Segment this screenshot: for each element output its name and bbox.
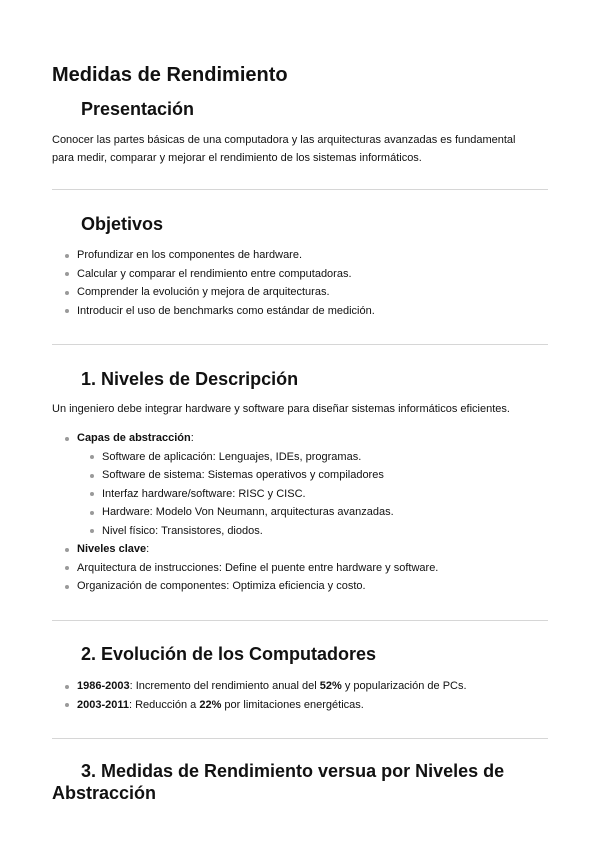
list-item: Introducir el uso de benchmarks como estándar de medición. bbox=[52, 302, 375, 321]
list-item: Nivel físico: Transistores, diodos. bbox=[52, 522, 438, 541]
list-item: Calcular y comparar el rendimiento entre computadoras. bbox=[52, 265, 375, 284]
niveles-list bbox=[52, 429, 438, 596]
list-item: Arquitectura de instrucciones: Define el puente entre hardware y software. bbox=[52, 559, 438, 578]
section-divider bbox=[52, 344, 548, 345]
presentacion-line-2: para medir, comparar y mejorar el rendimiento de los sistemas informáticos. bbox=[52, 152, 422, 164]
heading-evolucion: 2. Evolución de los Computadores bbox=[81, 644, 377, 664]
bullet-icon bbox=[65, 291, 69, 295]
bullet-icon bbox=[65, 566, 69, 570]
evolucion-list bbox=[52, 677, 467, 714]
bullet-icon bbox=[65, 585, 69, 589]
section-divider bbox=[52, 189, 548, 190]
page-title: Medidas de Rendimiento bbox=[52, 64, 288, 86]
list-item: Software de aplicación: Lenguajes, IDEs, programas. bbox=[52, 448, 438, 467]
presentacion-paragraph bbox=[52, 131, 552, 167]
heading-objetivos: Objetivos bbox=[81, 214, 164, 234]
objetivos-list bbox=[52, 246, 375, 320]
bullet-icon bbox=[65, 437, 69, 441]
list-item: Software de sistema: Sistemas operativos y compiladores bbox=[52, 466, 438, 485]
list-item: Comprender la evolución y mejora de arquitecturas. bbox=[52, 283, 375, 302]
heading-niveles: 1. Niveles de Descripción bbox=[81, 369, 299, 389]
list-item: Profundizar en los componentes de hardware. bbox=[52, 246, 375, 265]
list-item-clave: Niveles clave: bbox=[52, 540, 438, 559]
list-item: 1986-2003: Incremento del rendimiento anual del 52% y popularización de PCs. bbox=[52, 677, 467, 696]
bullet-icon bbox=[90, 492, 94, 496]
heading-medidas: 3. Medidas de Rendimiento versua por Niveles de Abstracción bbox=[52, 761, 505, 803]
niveles-intro: Un ingeniero debe integrar hardware y software para diseñar sistemas informáticos eficientes. bbox=[52, 403, 510, 415]
bullet-icon bbox=[65, 685, 69, 689]
bullet-icon bbox=[65, 272, 69, 276]
bullet-icon bbox=[90, 474, 94, 478]
bullet-icon bbox=[90, 455, 94, 459]
list-item: Hardware: Modelo Von Neumann, arquitecturas avanzadas. bbox=[52, 503, 438, 522]
heading-presentacion: Presentación bbox=[81, 99, 195, 119]
list-item: Interfaz hardware/software: RISC y CISC. bbox=[52, 485, 438, 504]
list-item: 2003-2011: Reducción a 22% por limitaciones energéticas. bbox=[52, 696, 467, 715]
list-item: Organización de componentes: Optimiza eficiencia y costo. bbox=[52, 577, 438, 596]
section-divider bbox=[52, 620, 548, 621]
bullet-icon bbox=[65, 548, 69, 552]
bullet-icon bbox=[90, 511, 94, 515]
bullet-icon bbox=[65, 254, 69, 258]
bullet-icon bbox=[65, 703, 69, 707]
bullet-icon bbox=[90, 529, 94, 533]
section-divider bbox=[52, 738, 548, 739]
bullet-icon bbox=[65, 309, 69, 313]
presentacion-line-1: Conocer las partes básicas de una computadora y las arquitecturas avanzadas es fundamental bbox=[52, 134, 516, 146]
list-item-capas: Capas de abstracción: bbox=[52, 429, 438, 448]
